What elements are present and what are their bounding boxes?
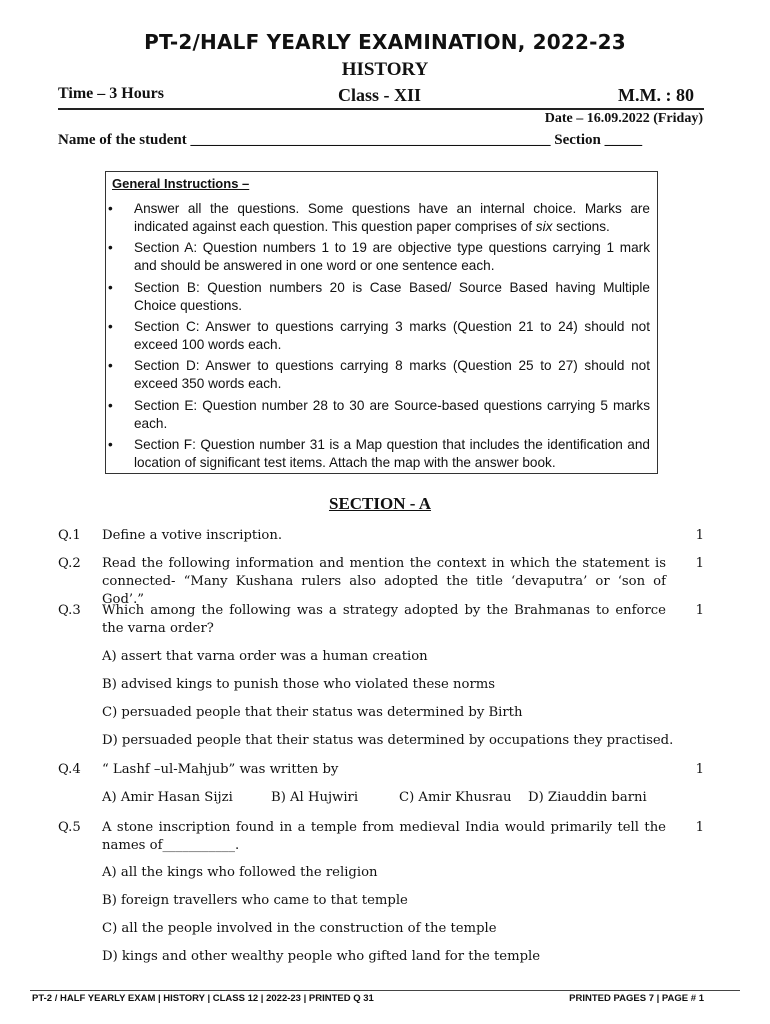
question-number: Q.5 <box>58 820 81 835</box>
instruction-item: • Answer all the questions. Some questions have an internal choice. Marks are indicated against each question. This question paper comprises of six sections. <box>108 201 650 234</box>
exam-date: Date – 16.09.2022 (Friday) <box>544 111 703 126</box>
question-3 <box>58 602 708 638</box>
bullet-icon: • <box>108 398 113 413</box>
instruction-item: • Section F: Question number 31 is a Map question that includes the identification and location of significant test items. Attach the map with the answer book. <box>108 437 650 470</box>
question-1 <box>58 527 708 545</box>
question-number: Q.3 <box>58 603 81 618</box>
question-text: Which among the following was a strategy adopted by the Brahmanas to enforce the varna order? <box>102 603 666 636</box>
question-2 <box>58 555 708 609</box>
question-text: Define a votive inscription. <box>102 528 283 543</box>
bullet-icon: • <box>108 201 113 216</box>
option: B) foreign travellers who came to that temple <box>102 893 408 908</box>
student-name-line: Name of the student ________________________________________________ Section _____ <box>58 132 643 148</box>
instruction-item: • Section A: Question numbers 1 to 19 are objective type questions carrying 1 mark and should be answered in one word or one sentence each. <box>108 240 650 273</box>
question-4 <box>58 761 708 779</box>
question-marks: 1 <box>695 528 704 543</box>
footer-page-number: PRINTED PAGES 7 | PAGE # 1 <box>569 993 704 1004</box>
question-marks: 1 <box>695 556 704 571</box>
question-marks: 1 <box>695 603 704 618</box>
exam-duration: Time – 3 Hours <box>58 85 164 102</box>
subject-title: HISTORY <box>341 59 429 80</box>
option: C) all the people involved in the construction of the temple <box>102 921 497 936</box>
option: A) Amir Hasan Sijzi <box>102 790 233 805</box>
option: D) Ziauddin barni <box>528 790 647 805</box>
instruction-item: • Section C: Answer to questions carrying 3 marks (Question 21 to 24) should not exceed 100 words each. <box>108 319 650 352</box>
footer-exam-info: PT-2 / HALF YEARLY EXAM | HISTORY | CLASS 12 | 2022-23 | PRINTED Q 31 <box>32 993 374 1004</box>
max-marks: M.M. : 80 <box>618 85 694 105</box>
bullet-icon: • <box>108 437 113 452</box>
question-number: Q.4 <box>58 762 81 777</box>
option: C) Amir Khusrau <box>399 790 512 805</box>
header-divider <box>58 108 704 110</box>
question-marks: 1 <box>695 820 704 835</box>
option: A) assert that varna order was a human creation <box>102 649 428 664</box>
question-marks: 1 <box>695 762 704 777</box>
question-number: Q.2 <box>58 556 81 571</box>
question-text: “ Lashf –ul-Mahjub” was written by <box>102 762 339 777</box>
footer-divider <box>30 990 740 991</box>
instruction-item: • Section D: Answer to questions carrying 8 marks (Question 25 to 27) should not exceed 350 words each. <box>108 358 650 391</box>
option: A) all the kings who followed the religion <box>102 865 378 880</box>
question-text: Read the following information and mention the context in which the statement is connected- “Many Kushana rulers also adopted the title ‘devaputra’ or ‘son of God’.” <box>102 556 666 607</box>
bullet-icon: • <box>108 358 113 373</box>
bullet-icon: • <box>108 240 113 255</box>
option: B) advised kings to punish those who violated these norms <box>102 677 496 692</box>
class-label: Class - XII <box>338 85 422 105</box>
exam-title: PT-2/HALF YEARLY EXAMINATION, 2022-23 <box>144 30 626 54</box>
option: D) kings and other wealthy people who gifted land for the temple <box>102 949 541 964</box>
option: C) persuaded people that their status was determined by Birth <box>102 705 523 720</box>
section-a-heading: SECTION - A <box>328 494 432 513</box>
option: D) persuaded people that their status was determined by occupations they practised. <box>102 733 674 748</box>
option: B) Al Hujwiri <box>271 790 359 805</box>
question-5 <box>58 819 708 855</box>
bullet-icon: • <box>108 280 113 295</box>
question-text: A stone inscription found in a temple from medieval India would primarily tell the names of___________. <box>102 820 666 853</box>
question-number: Q.1 <box>58 528 81 543</box>
instructions-heading: General Instructions – <box>112 176 250 191</box>
bullet-icon: • <box>108 319 113 334</box>
instruction-item: • Section B: Question numbers 20 is Case Based/ Source Based having Multiple Choice questions. <box>108 280 650 313</box>
instruction-item: • Section E: Question number 28 to 30 are Source-based questions carrying 5 marks each. <box>108 398 650 431</box>
